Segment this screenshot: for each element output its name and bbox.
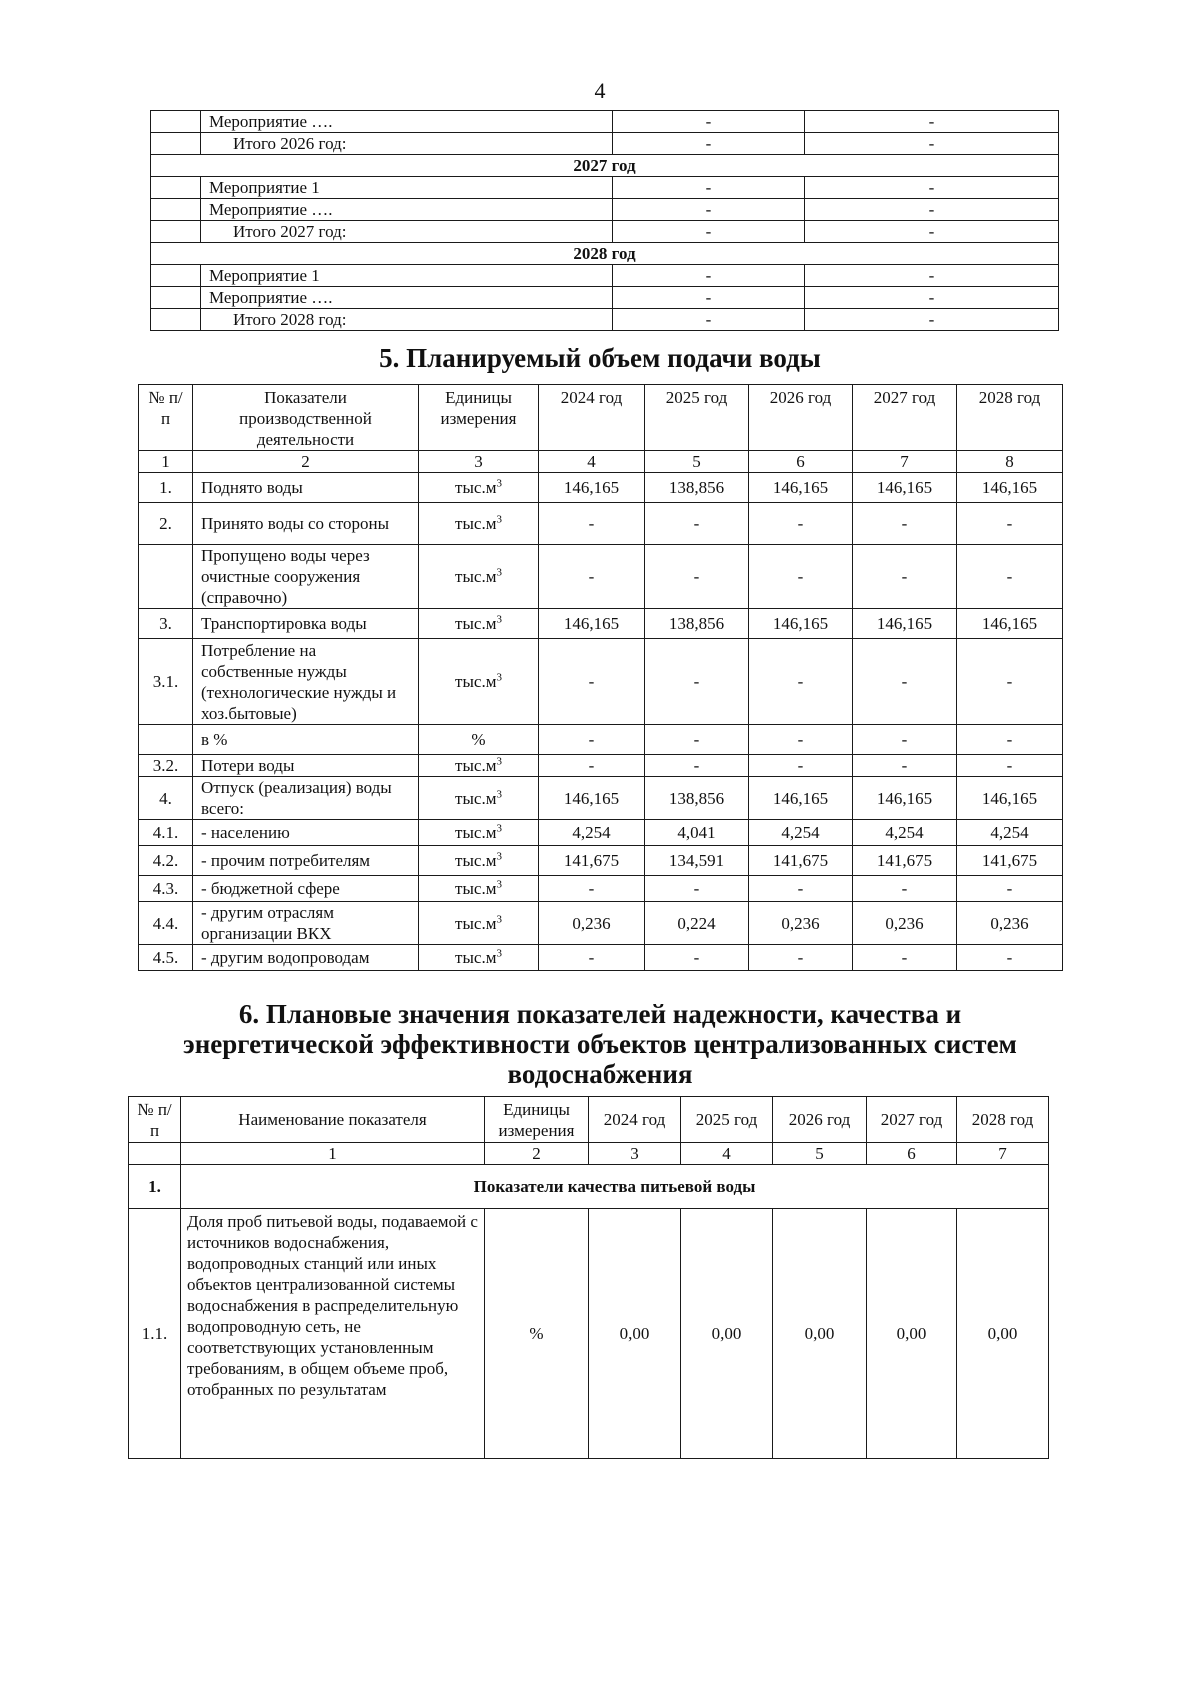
column-header: Единицы измерения (485, 1097, 589, 1143)
activity-value: - (805, 199, 1059, 221)
activities-table (150, 110, 1059, 331)
unit-cell (419, 609, 539, 639)
column-number: 6 (867, 1143, 957, 1165)
column-number: 7 (957, 1143, 1049, 1165)
year-value: 146,165 (749, 777, 853, 820)
activity-value: - (805, 265, 1059, 287)
section5-title: 5. Планируемый объем подачи воды (379, 343, 821, 373)
column-number: 1 (181, 1143, 485, 1165)
unit-label: тыс.м (455, 879, 497, 898)
year-value: 4,254 (749, 820, 853, 846)
year-value: 146,165 (957, 777, 1063, 820)
activity-label: Мероприятие 1 (201, 265, 613, 287)
activity-label: Итого 2028 год: (201, 309, 613, 331)
unit-label: тыс.м (455, 478, 497, 497)
year-value: - (749, 503, 853, 545)
unit-cell (419, 639, 539, 725)
indicator-name: Транспортировка воды (193, 609, 419, 639)
section6-title-line-1: 6. Плановые значения показателей надежности, качества и (238, 999, 962, 1029)
unit-cell (419, 820, 539, 846)
column-number: 3 (419, 451, 539, 473)
year-value: 146,165 (853, 609, 957, 639)
unit-label: тыс.м (455, 851, 497, 870)
page-number: 4 (594, 78, 606, 103)
table-row (139, 639, 1063, 725)
year-value: 0,224 (645, 902, 749, 945)
unit-exponent: 3 (496, 822, 502, 835)
column-number-row (139, 451, 1063, 473)
table-row (139, 545, 1063, 609)
year-value: 0,236 (539, 902, 645, 945)
unit-exponent: 3 (496, 477, 502, 490)
column-header: Показатели производственной деятельности (193, 385, 419, 451)
indicator-name: - прочим потребителям (193, 846, 419, 876)
activity-row (151, 199, 1059, 221)
activity-row (151, 133, 1059, 155)
year-value: - (539, 545, 645, 609)
activity-value: - (805, 309, 1059, 331)
column-header: Наименование показателя (181, 1097, 485, 1143)
column-header: 2026 год (749, 385, 853, 451)
row-number: 4.2. (139, 846, 193, 876)
unit-cell (419, 755, 539, 777)
column-number: 5 (645, 451, 749, 473)
activity-row (151, 287, 1059, 309)
indicator-name: Поднято воды (193, 473, 419, 503)
row-number: 3.2. (139, 755, 193, 777)
year-value: 146,165 (957, 609, 1063, 639)
activity-value: - (805, 177, 1059, 199)
unit-exponent: 3 (496, 912, 502, 925)
column-number: 3 (589, 1143, 681, 1165)
year-value: 4,254 (853, 820, 957, 846)
year-value: 0,236 (853, 902, 957, 945)
year-row (151, 243, 1059, 265)
activity-value: - (805, 111, 1059, 133)
unit-cell (419, 503, 539, 545)
column-number: 4 (681, 1143, 773, 1165)
unit-cell (419, 725, 539, 755)
year-value: 0,00 (681, 1209, 773, 1459)
unit-cell: % (485, 1209, 589, 1459)
unit-exponent: 3 (496, 613, 502, 626)
year-value: - (749, 755, 853, 777)
activity-label: Мероприятие …. (201, 287, 613, 309)
unit-label: тыс.м (455, 756, 497, 775)
table-row (139, 725, 1063, 755)
row-number: 3.1. (139, 639, 193, 725)
indicator-name: - бюджетной сфере (193, 876, 419, 902)
column-header: 2027 год (853, 385, 957, 451)
table-row (139, 902, 1063, 945)
activity-num-cell (151, 177, 201, 199)
year-value: 146,165 (539, 777, 645, 820)
activity-value: - (613, 309, 805, 331)
row-number: 3. (139, 609, 193, 639)
year-label: 2027 год (151, 155, 1059, 177)
indicator-name: - другим водопроводам (193, 945, 419, 971)
unit-cell (419, 902, 539, 945)
row-number (139, 545, 193, 609)
column-header: Единицы измерения (419, 385, 539, 451)
group-label: Показатели качества питьевой воды (181, 1165, 1049, 1209)
year-value: - (645, 755, 749, 777)
unit-label: тыс.м (455, 948, 497, 967)
unit-exponent: 3 (496, 878, 502, 891)
unit-cell (419, 846, 539, 876)
year-value: 146,165 (853, 777, 957, 820)
row-number (139, 725, 193, 755)
year-value: 138,856 (645, 609, 749, 639)
year-value: - (957, 503, 1063, 545)
year-value: - (853, 639, 957, 725)
row-number: 1.1. (129, 1209, 181, 1459)
year-value: 146,165 (853, 473, 957, 503)
unit-label: тыс.м (455, 614, 497, 633)
unit-label: тыс.м (455, 567, 497, 586)
activity-row (151, 177, 1059, 199)
column-header: № п/п (139, 385, 193, 451)
year-value: - (853, 755, 957, 777)
year-value: 141,675 (853, 846, 957, 876)
year-value: - (749, 876, 853, 902)
unit-exponent: 3 (496, 947, 502, 960)
column-number: 6 (749, 451, 853, 473)
year-value: - (957, 876, 1063, 902)
year-label: 2028 год (151, 243, 1059, 265)
year-value: - (539, 945, 645, 971)
year-value: - (957, 639, 1063, 725)
year-value: - (539, 503, 645, 545)
unit-label: тыс.м (455, 672, 497, 691)
column-number: 2 (193, 451, 419, 473)
unit-exponent: 3 (496, 513, 502, 526)
unit-cell (419, 777, 539, 820)
unit-exponent: 3 (496, 850, 502, 863)
indicator-name: в % (193, 725, 419, 755)
activity-value: - (805, 287, 1059, 309)
column-number: 7 (853, 451, 957, 473)
year-value: 4,254 (957, 820, 1063, 846)
activity-label: Мероприятие …. (201, 111, 613, 133)
unit-exponent: 3 (496, 787, 502, 800)
year-value: - (645, 945, 749, 971)
unit-label: тыс.м (455, 788, 497, 808)
year-value: 141,675 (539, 846, 645, 876)
year-value: - (853, 503, 957, 545)
activity-value: - (613, 221, 805, 243)
row-number: 4.3. (139, 876, 193, 902)
year-value: 141,675 (957, 846, 1063, 876)
unit-label: тыс.м (455, 514, 497, 533)
year-value: - (853, 876, 957, 902)
year-value: - (957, 945, 1063, 971)
indicator-name: - другим отраслям организации ВКХ (193, 902, 419, 945)
indicator-name: Отпуск (реализация) воды всего: (193, 777, 419, 820)
indicator-name: Потери воды (193, 755, 419, 777)
year-value: - (539, 725, 645, 755)
unit-label: % (471, 730, 486, 749)
column-number-row (129, 1143, 1049, 1165)
activity-num-cell (151, 199, 201, 221)
table-row (139, 473, 1063, 503)
year-value: 146,165 (957, 473, 1063, 503)
column-header: 2024 год (539, 385, 645, 451)
year-value: 141,675 (749, 846, 853, 876)
column-header: 2025 год (645, 385, 749, 451)
table-row (139, 846, 1063, 876)
column-header: 2027 год (867, 1097, 957, 1143)
row-number: 2. (139, 503, 193, 545)
indicator-name: Доля проб питьевой воды, подаваемой с источников водоснабжения, водопроводных станций или иных объектов централизованной системы водоснабжения в распределительную водопроводную сеть, не соответствующих установленным требованиям, в общем объеме проб, отобранных по результатам (181, 1209, 485, 1459)
activity-label: Итого 2027 год: (201, 221, 613, 243)
year-value: 0,00 (589, 1209, 681, 1459)
year-value: 0,236 (749, 902, 853, 945)
activity-num-cell (151, 287, 201, 309)
year-value: - (645, 503, 749, 545)
unit-label: тыс.м (455, 823, 497, 842)
year-value: - (749, 545, 853, 609)
activity-row (151, 309, 1059, 331)
activity-value: - (613, 287, 805, 309)
year-value: 4,254 (539, 820, 645, 846)
column-header: 2026 год (773, 1097, 867, 1143)
table-row (139, 755, 1063, 777)
year-row (151, 155, 1059, 177)
unit-cell (419, 945, 539, 971)
activity-value: - (805, 221, 1059, 243)
year-value: - (539, 755, 645, 777)
activity-row (151, 111, 1059, 133)
column-number: 8 (957, 451, 1063, 473)
table-row (139, 876, 1063, 902)
column-number: 2 (485, 1143, 589, 1165)
activity-num-cell (151, 309, 201, 331)
row-number: 4. (139, 777, 193, 820)
year-value: - (957, 545, 1063, 609)
year-value: 134,591 (645, 846, 749, 876)
column-number-blank (129, 1143, 181, 1165)
row-number: 4.5. (139, 945, 193, 971)
unit-cell (419, 876, 539, 902)
unit-label: тыс.м (455, 913, 497, 933)
year-value: 4,041 (645, 820, 749, 846)
table-row (139, 609, 1063, 639)
unit-exponent: 3 (496, 671, 502, 684)
activity-value: - (613, 177, 805, 199)
year-value: 138,856 (645, 777, 749, 820)
indicator-name: Пропущено воды через очистные сооружения (справочно) (193, 545, 419, 609)
unit-cell (419, 545, 539, 609)
unit-exponent: 3 (496, 566, 502, 579)
table-row (139, 945, 1063, 971)
table-row (129, 1209, 1049, 1459)
year-value: 146,165 (539, 473, 645, 503)
row-number: 4.4. (139, 902, 193, 945)
table-row (139, 777, 1063, 820)
activity-num-cell (151, 221, 201, 243)
year-value: - (749, 725, 853, 755)
year-value: - (957, 725, 1063, 755)
section6-title-line-2: энергетической эффективности объектов централизованных систем (183, 1029, 1017, 1059)
activity-label: Мероприятие …. (201, 199, 613, 221)
row-number: 1. (139, 473, 193, 503)
year-value: - (749, 945, 853, 971)
year-value: - (957, 755, 1063, 777)
year-value: - (853, 725, 957, 755)
group-number: 1. (129, 1165, 181, 1209)
year-value: 146,165 (749, 609, 853, 639)
column-number: 4 (539, 451, 645, 473)
activity-num-cell (151, 133, 201, 155)
year-value: 146,165 (749, 473, 853, 503)
activity-label: Мероприятие 1 (201, 177, 613, 199)
year-value: - (539, 639, 645, 725)
water-supply-volume-table (138, 384, 1063, 971)
year-value: - (645, 725, 749, 755)
column-number: 1 (139, 451, 193, 473)
year-value: 0,00 (773, 1209, 867, 1459)
year-value: 0,00 (867, 1209, 957, 1459)
activity-value: - (805, 133, 1059, 155)
column-number: 5 (773, 1143, 867, 1165)
year-value: - (645, 876, 749, 902)
year-value: - (853, 545, 957, 609)
table-row (139, 503, 1063, 545)
section6-title-line-3: водоснабжения (507, 1059, 693, 1089)
activity-label: Итого 2026 год: (201, 133, 613, 155)
activity-value: - (613, 111, 805, 133)
year-value: 0,236 (957, 902, 1063, 945)
year-value: - (853, 945, 957, 971)
indicator-name: Потребление на собственные нужды (технологические нужды и хоз.бытовые) (193, 639, 419, 725)
activity-row (151, 221, 1059, 243)
activity-num-cell (151, 265, 201, 287)
table-row (139, 820, 1063, 846)
column-header: № п/п (129, 1097, 181, 1143)
year-value: - (749, 639, 853, 725)
unit-cell (419, 473, 539, 503)
header-row (129, 1097, 1049, 1143)
activity-num-cell (151, 111, 201, 133)
indicator-name: - населению (193, 820, 419, 846)
year-value: 138,856 (645, 473, 749, 503)
year-value: - (645, 545, 749, 609)
indicator-name: Принято воды со стороны (193, 503, 419, 545)
year-value: - (645, 639, 749, 725)
year-value: 0,00 (957, 1209, 1049, 1459)
header-row (139, 385, 1063, 451)
column-header: 2025 год (681, 1097, 773, 1143)
group-row (129, 1165, 1049, 1209)
activity-row (151, 265, 1059, 287)
activity-value: - (613, 199, 805, 221)
year-value: 146,165 (539, 609, 645, 639)
reliability-indicators-table (128, 1096, 1049, 1459)
row-number: 4.1. (139, 820, 193, 846)
column-header: 2028 год (957, 385, 1063, 451)
column-header: 2028 год (957, 1097, 1049, 1143)
activity-value: - (613, 133, 805, 155)
activity-value: - (613, 265, 805, 287)
year-value: - (539, 876, 645, 902)
column-header: 2024 год (589, 1097, 681, 1143)
unit-exponent: 3 (496, 755, 502, 768)
